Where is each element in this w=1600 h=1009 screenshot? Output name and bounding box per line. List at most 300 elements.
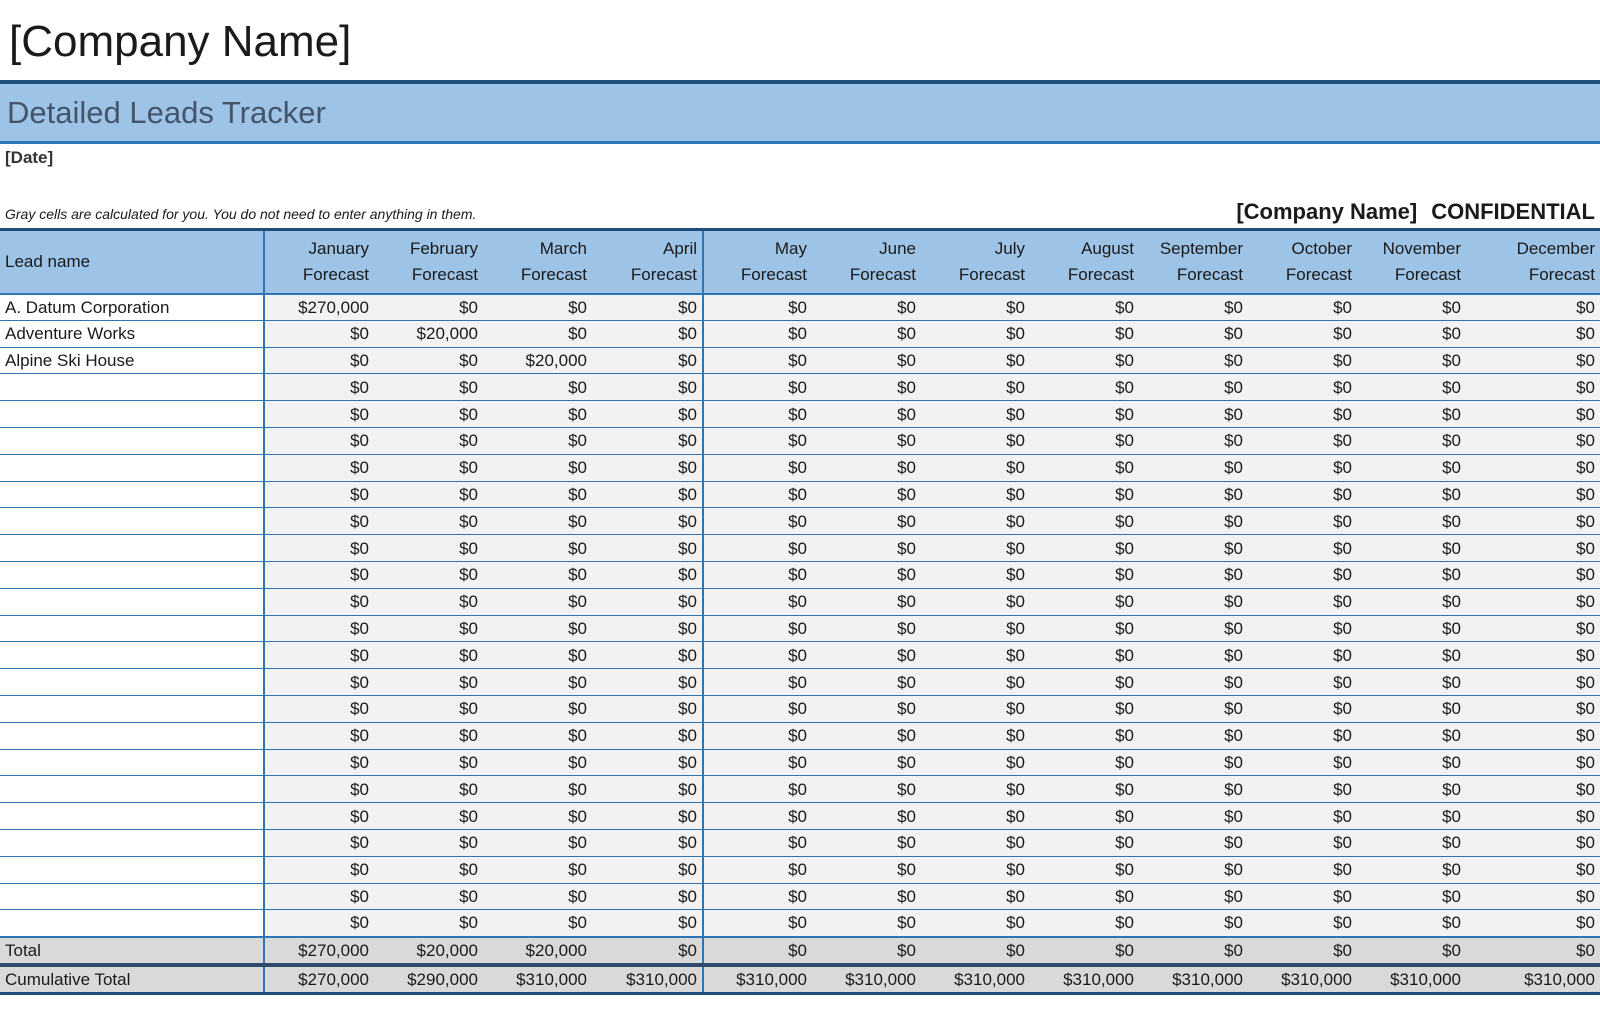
lead-name-cell[interactable] (0, 561, 264, 588)
forecast-cell-february: $0 (374, 427, 483, 454)
total-row-label: Total (0, 937, 264, 965)
table-row (0, 374, 1600, 401)
lead-name-cell[interactable] (0, 803, 264, 830)
table-row (0, 910, 1600, 937)
forecast-cell-february: $0 (374, 588, 483, 615)
forecast-cell-june: $0 (812, 481, 921, 508)
table-row (0, 803, 1600, 830)
month-header-november[interactable] (1357, 230, 1466, 294)
month-header-january[interactable] (264, 230, 374, 294)
forecast-cell-october: $0 (1248, 883, 1357, 910)
forecast-cell-july: $0 (921, 347, 1030, 374)
forecast-cell-june: $0 (812, 615, 921, 642)
forecast-cell-november: $310,000 (1357, 965, 1466, 994)
forecast-cell-december: $0 (1466, 776, 1600, 803)
forecast-cell-september: $0 (1139, 776, 1248, 803)
forecast-cell-july: $0 (921, 427, 1030, 454)
leads-table (0, 228, 1600, 995)
table-row (0, 615, 1600, 642)
forecast-cell-february: $0 (374, 401, 483, 428)
forecast-cell-april: $0 (592, 937, 703, 965)
forecast-cell-september: $0 (1139, 401, 1248, 428)
forecast-cell-march: $0 (483, 883, 592, 910)
forecast-cell-november: $0 (1357, 294, 1466, 321)
forecast-cell-march: $0 (483, 481, 592, 508)
forecast-cell-june: $0 (812, 427, 921, 454)
forecast-cell-july: $0 (921, 615, 1030, 642)
forecast-cell-january: $270,000 (264, 294, 374, 321)
table-row (0, 722, 1600, 749)
lead-name-header[interactable]: Lead name (0, 230, 264, 294)
forecast-cell-june: $0 (812, 856, 921, 883)
forecast-cell-october: $0 (1248, 427, 1357, 454)
forecast-cell-august: $0 (1030, 561, 1139, 588)
forecast-cell-april: $0 (592, 722, 703, 749)
forecast-cell-december: $0 (1466, 749, 1600, 776)
month-header-december[interactable] (1466, 230, 1600, 294)
forecast-cell-september: $0 (1139, 695, 1248, 722)
forecast-cell-may: $0 (703, 695, 812, 722)
forecast-cell-may: $0 (703, 561, 812, 588)
lead-name-cell[interactable] (0, 454, 264, 481)
forecast-cell-august: $0 (1030, 535, 1139, 562)
lead-name-cell[interactable] (0, 401, 264, 428)
forecast-cell-february: $0 (374, 695, 483, 722)
forecast-cell-february: $0 (374, 347, 483, 374)
forecast-cell-october: $0 (1248, 910, 1357, 937)
lead-name-cell[interactable] (0, 481, 264, 508)
forecast-cell-november: $0 (1357, 347, 1466, 374)
forecast-cell-april: $0 (592, 776, 703, 803)
instructions-note: Gray cells are calculated for you. You do not need to enter anything in them. (5, 206, 477, 222)
month-header-march[interactable] (483, 230, 592, 294)
forecast-cell-march: $0 (483, 829, 592, 856)
forecast-cell-february: $0 (374, 374, 483, 401)
forecast-cell-august: $0 (1030, 910, 1139, 937)
forecast-cell-november: $0 (1357, 669, 1466, 696)
forecast-cell-may: $0 (703, 642, 812, 669)
forecast-cell-january: $0 (264, 910, 374, 937)
forecast-cell-november: $0 (1357, 642, 1466, 669)
forecast-label: Forecast (958, 264, 1025, 284)
forecast-cell-march: $0 (483, 615, 592, 642)
forecast-cell-june: $0 (812, 374, 921, 401)
forecast-cell-february: $0 (374, 776, 483, 803)
forecast-cell-august: $0 (1030, 508, 1139, 535)
forecast-cell-april: $0 (592, 481, 703, 508)
forecast-cell-december: $0 (1466, 937, 1600, 965)
forecast-cell-february: $290,000 (374, 965, 483, 994)
forecast-cell-november: $0 (1357, 856, 1466, 883)
forecast-cell-june: $0 (812, 803, 921, 830)
forecast-cell-october: $0 (1248, 508, 1357, 535)
lead-name-cell[interactable] (0, 883, 264, 910)
forecast-cell-september: $0 (1139, 642, 1248, 669)
month-label: February (409, 238, 478, 258)
forecast-cell-january: $0 (264, 722, 374, 749)
month-label: October (1291, 238, 1352, 258)
forecast-label: Forecast (1528, 264, 1595, 284)
cumulative-total-row-label: Cumulative Total (0, 965, 264, 994)
forecast-cell-january: $0 (264, 427, 374, 454)
forecast-cell-august: $0 (1030, 856, 1139, 883)
month-header-may[interactable] (703, 230, 812, 294)
cumulative-total-row (0, 965, 1600, 994)
table-row (0, 776, 1600, 803)
forecast-cell-june: $0 (812, 508, 921, 535)
forecast-cell-august: $0 (1030, 803, 1139, 830)
forecast-cell-april: $0 (592, 347, 703, 374)
forecast-cell-february: $0 (374, 294, 483, 321)
forecast-cell-december: $0 (1466, 722, 1600, 749)
forecast-cell-september: $0 (1139, 669, 1248, 696)
table-row (0, 883, 1600, 910)
forecast-cell-january: $0 (264, 588, 374, 615)
lead-name-cell[interactable] (0, 588, 264, 615)
forecast-cell-april: $0 (592, 883, 703, 910)
forecast-cell-may: $0 (703, 347, 812, 374)
forecast-cell-june: $0 (812, 454, 921, 481)
forecast-cell-june: $0 (812, 829, 921, 856)
forecast-cell-december: $0 (1466, 347, 1600, 374)
forecast-cell-november: $0 (1357, 561, 1466, 588)
forecast-cell-august: $0 (1030, 749, 1139, 776)
forecast-cell-october: $0 (1248, 615, 1357, 642)
forecast-cell-march: $0 (483, 374, 592, 401)
forecast-cell-february: $0 (374, 642, 483, 669)
forecast-cell-may: $0 (703, 615, 812, 642)
forecast-cell-may: $0 (703, 427, 812, 454)
forecast-cell-april: $0 (592, 320, 703, 347)
forecast-cell-february: $20,000 (374, 320, 483, 347)
forecast-cell-march: $0 (483, 454, 592, 481)
forecast-cell-january: $0 (264, 856, 374, 883)
forecast-cell-november: $0 (1357, 508, 1466, 535)
forecast-cell-october: $0 (1248, 401, 1357, 428)
forecast-cell-october: $0 (1248, 749, 1357, 776)
forecast-cell-november: $0 (1357, 481, 1466, 508)
forecast-cell-april: $0 (592, 695, 703, 722)
forecast-cell-september: $0 (1139, 454, 1248, 481)
forecast-cell-april: $0 (592, 454, 703, 481)
forecast-cell-december: $0 (1466, 374, 1600, 401)
forecast-label: Forecast (1067, 264, 1134, 284)
forecast-cell-july: $0 (921, 294, 1030, 321)
forecast-cell-november: $0 (1357, 829, 1466, 856)
month-label: January (308, 238, 369, 258)
forecast-cell-may: $0 (703, 535, 812, 562)
forecast-cell-august: $0 (1030, 374, 1139, 401)
forecast-cell-january: $0 (264, 320, 374, 347)
forecast-cell-october: $0 (1248, 776, 1357, 803)
lead-name-cell[interactable] (0, 722, 264, 749)
forecast-cell-december: $0 (1466, 508, 1600, 535)
forecast-cell-march: $0 (483, 722, 592, 749)
month-header-september[interactable] (1139, 230, 1248, 294)
table-row (0, 454, 1600, 481)
confidential-label: CONFIDENTIAL (1431, 199, 1595, 224)
forecast-cell-may: $0 (703, 481, 812, 508)
forecast-label: Forecast (1285, 264, 1352, 284)
forecast-cell-may: $0 (703, 749, 812, 776)
forecast-cell-february: $0 (374, 910, 483, 937)
forecast-label: Forecast (520, 264, 587, 284)
forecast-cell-march: $0 (483, 669, 592, 696)
forecast-cell-february: $0 (374, 883, 483, 910)
table-row (0, 508, 1600, 535)
month-label: August (1081, 238, 1134, 258)
forecast-cell-july: $0 (921, 320, 1030, 347)
forecast-cell-february: $20,000 (374, 937, 483, 965)
forecast-cell-january: $0 (264, 695, 374, 722)
forecast-cell-february: $0 (374, 829, 483, 856)
forecast-cell-august: $0 (1030, 615, 1139, 642)
forecast-cell-april: $0 (592, 535, 703, 562)
forecast-cell-august: $0 (1030, 294, 1139, 321)
forecast-cell-september: $0 (1139, 615, 1248, 642)
forecast-cell-june: $0 (812, 937, 921, 965)
forecast-cell-july: $0 (921, 937, 1030, 965)
forecast-cell-january: $0 (264, 535, 374, 562)
forecast-cell-may: $0 (703, 588, 812, 615)
forecast-cell-december: $0 (1466, 454, 1600, 481)
forecast-label: Forecast (411, 264, 478, 284)
forecast-cell-december: $310,000 (1466, 965, 1600, 994)
forecast-cell-may: $0 (703, 374, 812, 401)
table-body (0, 294, 1600, 994)
month-header-february[interactable] (374, 230, 483, 294)
forecast-cell-september: $0 (1139, 883, 1248, 910)
table-row (0, 856, 1600, 883)
forecast-cell-november: $0 (1357, 454, 1466, 481)
lead-name-cell[interactable]: Alpine Ski House (0, 347, 264, 374)
forecast-cell-march: $0 (483, 561, 592, 588)
forecast-cell-august: $0 (1030, 347, 1139, 374)
forecast-cell-may: $0 (703, 320, 812, 347)
month-label: December (1516, 238, 1595, 258)
forecast-cell-november: $0 (1357, 695, 1466, 722)
lead-name-cell[interactable] (0, 427, 264, 454)
forecast-cell-june: $0 (812, 401, 921, 428)
forecast-cell-august: $0 (1030, 829, 1139, 856)
forecast-cell-march: $0 (483, 749, 592, 776)
forecast-cell-november: $0 (1357, 722, 1466, 749)
forecast-cell-june: $0 (812, 669, 921, 696)
forecast-cell-july: $0 (921, 910, 1030, 937)
forecast-cell-june: $0 (812, 561, 921, 588)
forecast-cell-may: $0 (703, 937, 812, 965)
forecast-cell-october: $0 (1248, 722, 1357, 749)
forecast-cell-july: $0 (921, 803, 1030, 830)
forecast-cell-august: $0 (1030, 427, 1139, 454)
forecast-cell-december: $0 (1466, 481, 1600, 508)
lead-name-cell[interactable] (0, 642, 264, 669)
confidential-company-name: [Company Name] (1236, 199, 1418, 224)
forecast-cell-september: $310,000 (1139, 965, 1248, 994)
month-header-october[interactable] (1248, 230, 1357, 294)
forecast-cell-november: $0 (1357, 588, 1466, 615)
forecast-cell-october: $0 (1248, 669, 1357, 696)
forecast-cell-august: $0 (1030, 722, 1139, 749)
forecast-cell-january: $0 (264, 561, 374, 588)
month-label: November (1382, 238, 1461, 258)
forecast-cell-december: $0 (1466, 883, 1600, 910)
month-label: July (994, 238, 1025, 258)
lead-name-cell[interactable] (0, 856, 264, 883)
forecast-cell-march: $0 (483, 910, 592, 937)
forecast-cell-october: $310,000 (1248, 965, 1357, 994)
forecast-cell-october: $0 (1248, 642, 1357, 669)
forecast-cell-june: $0 (812, 695, 921, 722)
forecast-cell-december: $0 (1466, 535, 1600, 562)
month-label: June (879, 238, 916, 258)
forecast-cell-august: $0 (1030, 320, 1139, 347)
forecast-cell-march: $0 (483, 508, 592, 535)
forecast-cell-september: $0 (1139, 722, 1248, 749)
lead-name-cell[interactable]: A. Datum Corporation (0, 294, 264, 321)
forecast-cell-june: $0 (812, 588, 921, 615)
forecast-cell-july: $0 (921, 508, 1030, 535)
forecast-cell-december: $0 (1466, 320, 1600, 347)
forecast-label: Forecast (302, 264, 369, 284)
forecast-cell-january: $0 (264, 615, 374, 642)
forecast-cell-february: $0 (374, 722, 483, 749)
forecast-cell-july: $0 (921, 856, 1030, 883)
date-field[interactable]: [Date] (5, 148, 54, 167)
forecast-cell-october: $0 (1248, 454, 1357, 481)
month-header-april[interactable] (592, 230, 703, 294)
lead-name-cell[interactable] (0, 749, 264, 776)
forecast-cell-september: $0 (1139, 803, 1248, 830)
forecast-cell-may: $310,000 (703, 965, 812, 994)
forecast-cell-april: $0 (592, 294, 703, 321)
forecast-cell-september: $0 (1139, 481, 1248, 508)
forecast-cell-june: $0 (812, 347, 921, 374)
forecast-cell-december: $0 (1466, 294, 1600, 321)
table-row (0, 294, 1600, 321)
forecast-cell-may: $0 (703, 776, 812, 803)
total-row (0, 937, 1600, 965)
forecast-cell-september: $0 (1139, 588, 1248, 615)
forecast-cell-august: $310,000 (1030, 965, 1139, 994)
forecast-cell-august: $0 (1030, 401, 1139, 428)
forecast-cell-february: $0 (374, 535, 483, 562)
table-row (0, 588, 1600, 615)
forecast-cell-february: $0 (374, 481, 483, 508)
month-label: April (662, 238, 697, 258)
forecast-cell-april: $0 (592, 615, 703, 642)
forecast-cell-december: $0 (1466, 615, 1600, 642)
forecast-cell-february: $0 (374, 561, 483, 588)
forecast-cell-april: $0 (592, 561, 703, 588)
forecast-cell-march: $310,000 (483, 965, 592, 994)
forecast-cell-august: $0 (1030, 642, 1139, 669)
forecast-cell-july: $0 (921, 588, 1030, 615)
forecast-cell-april: $0 (592, 401, 703, 428)
forecast-cell-september: $0 (1139, 937, 1248, 965)
forecast-cell-april: $0 (592, 669, 703, 696)
month-header-june[interactable] (812, 230, 921, 294)
month-label: March (539, 238, 587, 258)
forecast-cell-march: $0 (483, 535, 592, 562)
forecast-cell-april: $0 (592, 856, 703, 883)
forecast-cell-august: $0 (1030, 588, 1139, 615)
forecast-cell-december: $0 (1466, 401, 1600, 428)
forecast-cell-april: $310,000 (592, 965, 703, 994)
forecast-cell-march: $20,000 (483, 347, 592, 374)
forecast-cell-october: $0 (1248, 535, 1357, 562)
confidential-notice (1236, 199, 1595, 225)
table-row (0, 320, 1600, 347)
table-row (0, 561, 1600, 588)
table-row (0, 535, 1600, 562)
forecast-cell-september: $0 (1139, 749, 1248, 776)
forecast-cell-may: $0 (703, 803, 812, 830)
forecast-cell-january: $0 (264, 776, 374, 803)
forecast-cell-december: $0 (1466, 427, 1600, 454)
forecast-cell-june: $0 (812, 722, 921, 749)
forecast-cell-january: $0 (264, 481, 374, 508)
forecast-cell-october: $0 (1248, 803, 1357, 830)
month-label: May (774, 238, 807, 258)
forecast-cell-march: $0 (483, 803, 592, 830)
forecast-cell-february: $0 (374, 615, 483, 642)
forecast-cell-august: $0 (1030, 454, 1139, 481)
forecast-cell-may: $0 (703, 669, 812, 696)
forecast-cell-april: $0 (592, 374, 703, 401)
forecast-cell-october: $0 (1248, 347, 1357, 374)
forecast-cell-november: $0 (1357, 803, 1466, 830)
forecast-cell-march: $0 (483, 695, 592, 722)
forecast-cell-january: $0 (264, 347, 374, 374)
forecast-cell-october: $0 (1248, 588, 1357, 615)
forecast-cell-december: $0 (1466, 642, 1600, 669)
forecast-cell-march: $0 (483, 401, 592, 428)
lead-name-cell[interactable] (0, 776, 264, 803)
forecast-cell-may: $0 (703, 722, 812, 749)
table-row (0, 749, 1600, 776)
lead-name-cell[interactable] (0, 829, 264, 856)
table-row (0, 829, 1600, 856)
lead-name-cell[interactable] (0, 669, 264, 696)
forecast-cell-july: $0 (921, 642, 1030, 669)
forecast-cell-september: $0 (1139, 856, 1248, 883)
table-row (0, 642, 1600, 669)
forecast-cell-june: $0 (812, 776, 921, 803)
forecast-cell-august: $0 (1030, 481, 1139, 508)
lead-name-cell[interactable] (0, 910, 264, 937)
forecast-cell-september: $0 (1139, 320, 1248, 347)
lead-name-cell[interactable]: Adventure Works (0, 320, 264, 347)
forecast-cell-march: $0 (483, 294, 592, 321)
forecast-cell-january: $270,000 (264, 965, 374, 994)
forecast-cell-may: $0 (703, 829, 812, 856)
table-row (0, 695, 1600, 722)
lead-name-cell[interactable] (0, 374, 264, 401)
lead-name-cell[interactable] (0, 615, 264, 642)
forecast-cell-november: $0 (1357, 937, 1466, 965)
lead-name-cell[interactable] (0, 695, 264, 722)
forecast-cell-december: $0 (1466, 561, 1600, 588)
forecast-cell-february: $0 (374, 749, 483, 776)
forecast-cell-november: $0 (1357, 374, 1466, 401)
forecast-cell-may: $0 (703, 856, 812, 883)
month-header-august[interactable] (1030, 230, 1139, 294)
month-header-july[interactable] (921, 230, 1030, 294)
forecast-cell-september: $0 (1139, 374, 1248, 401)
lead-name-cell[interactable] (0, 508, 264, 535)
lead-name-cell[interactable] (0, 535, 264, 562)
